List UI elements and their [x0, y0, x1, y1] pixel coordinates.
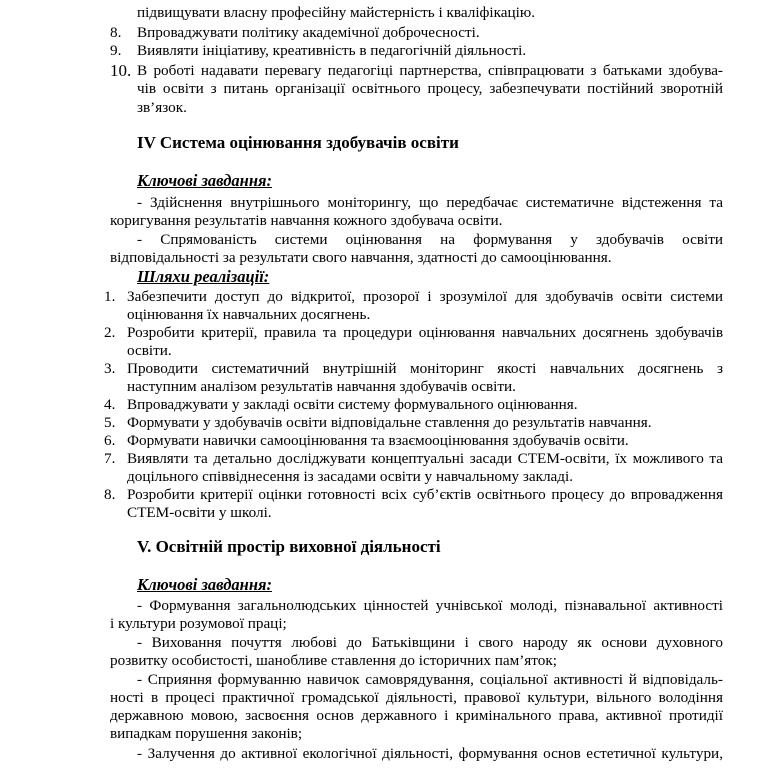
list-item: СТЕМ-освіти у школі.: [127, 504, 272, 521]
task-item: і культури розумової праці;: [110, 615, 287, 632]
list-item: Забезпечити доступ до відкритої, прозорої і зрозумілої для здобувачів освіти системи: [127, 288, 723, 305]
list-item: оцінювання їх навчальних досягнень.: [127, 306, 371, 323]
list-number: 10.: [110, 61, 132, 80]
list-item: Формувати у здобувачів освіти відповідальне ставлення до результатів навчання.: [127, 414, 652, 431]
list-item: освіти.: [127, 342, 172, 359]
list-number: 4.: [104, 396, 116, 413]
task-item: коригування результатів навчання кожного здобувача освіти.: [110, 212, 503, 229]
continued-line: підвищувати власну професійну майстерність і кваліфікацію.: [137, 4, 535, 21]
list-number: 8.: [104, 486, 116, 503]
list-item: Проводити систематичний внутрішній моніторинг якості навчальних досягнень з: [127, 360, 723, 377]
list-item: Формувати навички самооцінювання та взаємооцінювання здобувачів освіти.: [127, 432, 629, 449]
task-item: - Формування загальнолюдських цінностей учнівської молоді, пізнавальної активності: [137, 597, 723, 614]
list-item: Розробити критерії, правила та процедури оцінювання навчальних досягнень здобувачів: [127, 324, 723, 341]
list-number: 6.: [104, 432, 116, 449]
list-item: Впроваджувати політику академічної доброчесності.: [137, 24, 480, 41]
list-number: 5.: [104, 414, 116, 431]
list-number: 2.: [104, 324, 116, 341]
list-number: 1.: [104, 288, 116, 305]
list-number: 8.: [110, 24, 122, 41]
section-title: V. Освітній простір виховної діяльності: [137, 537, 441, 556]
task-item: відповідальності за результати свого навчання, здатності до самооцінювання.: [110, 249, 612, 266]
list-item: доцільного співвіднесення із засадами освіти у навчальному закладі.: [127, 468, 574, 485]
list-number: 7.: [104, 450, 116, 467]
list-number: 9.: [110, 42, 122, 59]
list-item: В роботі надавати перевагу педагогіці партнерства, співпрацювати з батьками здобува-: [137, 62, 723, 79]
task-item: - Сприяння формуванню навичок самоврядування, соціальної активності й відповідаль-: [137, 671, 723, 688]
task-item: - Спрямованість системи оцінювання на формування у здобувачів освіти: [137, 231, 723, 248]
list-item: Виявляти та детально досліджувати концептуальні засади СТЕМ-освіти, їх можливого та: [127, 450, 723, 467]
section-subheading: Ключові завдання:: [137, 575, 272, 594]
task-item: - Залучення до активної екологічної діяльності, формування основ естетичної культури,: [137, 745, 723, 762]
list-item: зв’язок.: [137, 99, 187, 116]
task-item: державною мовою, засвоєння основ державного і кримінального права, активної протидії: [110, 707, 723, 724]
list-item: чів освіти з питань організації освітнього процесу, забезпечувати постійний зворотній: [137, 80, 723, 97]
task-item: - Виховання почуття любові до Батьківщини і свого народу як основи духовного: [137, 634, 723, 651]
section-subheading: Ключові завдання:: [137, 171, 272, 190]
list-number: 3.: [104, 360, 116, 377]
list-item: наступним аналізом результатів навчання здобувачів освіти.: [127, 378, 516, 395]
section-title: IV Система оцінювання здобувачів освіти: [137, 133, 459, 152]
section-subheading: Шляхи реалізації:: [137, 267, 270, 286]
list-item: Впроваджувати у закладі освіти систему формувального оцінювання.: [127, 396, 578, 413]
list-item: Виявляти ініціативу, креативність в педагогічній діяльності.: [137, 42, 527, 59]
task-item: випадкам порушення законів;: [110, 725, 303, 742]
list-item: Розробити критерії оцінки готовності всіх суб’єктів освітнього процесу до впровадження: [127, 486, 723, 503]
task-item: - Здійснення внутрішнього моніторингу, що передбачає систематичне відстеження та: [137, 194, 723, 211]
task-item: ності в процесі практичної громадської діяльності, правової культури, вільного володіння: [110, 689, 723, 706]
task-item: розвитку особистості, шанобливе ставлення до історичних пам’яток;: [110, 652, 557, 669]
